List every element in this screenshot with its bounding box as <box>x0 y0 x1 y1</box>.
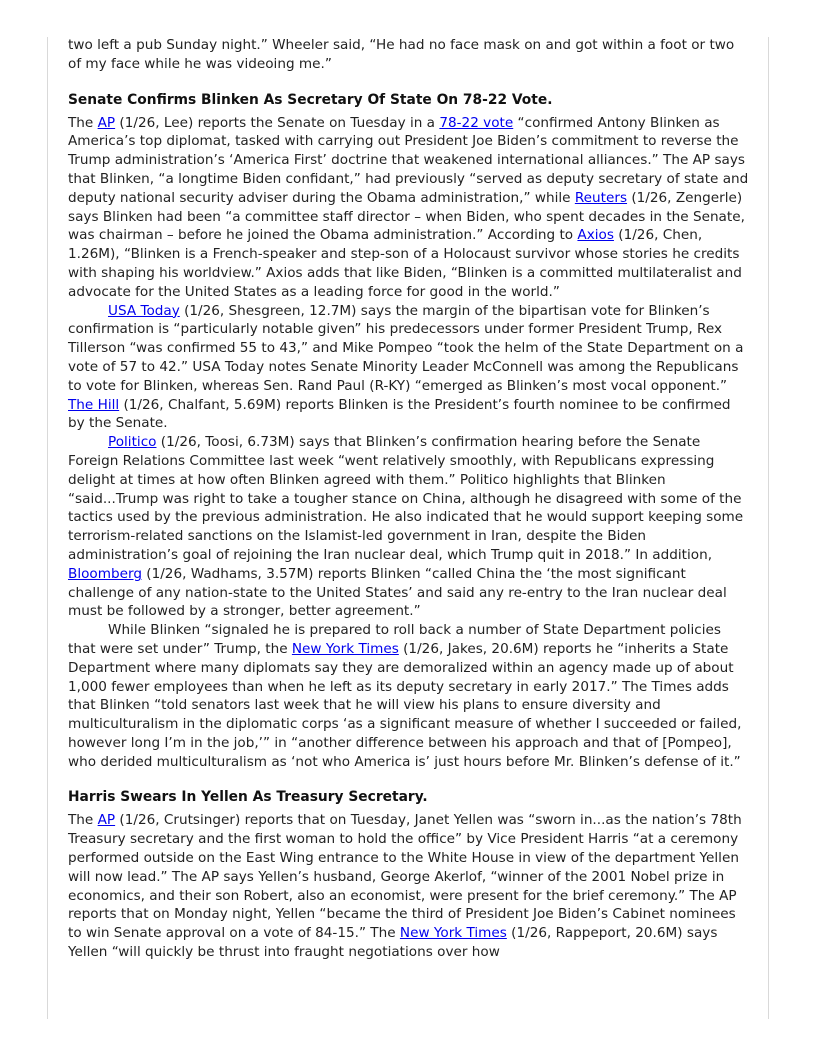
blinken-paragraph-4: While Blinken “signaled he is prepared to roll back a number of State Department policies that were set under” Trump, the New York Times (1/26, Jakes, 20.6M) reports he “inherits a State Department where many diplomats say they are demoralized within an agency made up of about 1,000 fewer employees than when he left as its deputy secretary in early 2017.” The Times adds that Blinken “told senators last week that he will view his plans to ensure diversity and multiculturalism in the diplomatic corps ‘as a significant measure of whether I succeeded or failed, however long I’m in the job,’” in “another difference between his approach and that of [Pompeo], who derided multiculturalism as ‘not who America is’ just hours before Mr. Blinken’s defense of it.” <box>68 622 742 770</box>
link-78-22-vote[interactable]: 78-22 vote <box>439 114 514 131</box>
yellen-paragraph-1: The AP (1/26, Crutsinger) reports that on Tuesday, Janet Yellen was “sworn in...as the nation’s 78th Treasury secretary and the first woman to hold the office” by Vice President Harris “at a ceremony performed outside on the East Wing entrance to the White House in view of the department Yellen will now lead.” The AP says Yellen’s husband, George Akerlof, “winner of the 2001 Nobel prize in economics, and their son Robert, also an economist, were present for the brief ceremony.” The AP reports that on Monday night, Yellen “became the third of President Joe Biden’s Cabinet nominees to win Senate approval on a vote of 84-15.” The New York Times (1/26, Rappeport, 20.6M) says Yellen “will quickly be thrust into fraught negotiations over how <box>68 812 742 961</box>
yellen-heading: Harris Swears In Yellen As Treasury Secretary. <box>68 789 428 806</box>
page-border-left <box>47 37 48 1019</box>
link-reuters[interactable]: Reuters <box>574 189 628 206</box>
link-bloomberg[interactable]: Bloomberg <box>68 565 142 582</box>
link-ap[interactable]: AP <box>97 114 116 131</box>
link-new-york-times[interactable]: New York Times <box>399 925 507 942</box>
intro-paragraph: two left a pub Sunday night.” Wheeler said, “He had no face mask on and got within a foot or two of my face while he was videoing me.” <box>68 37 735 72</box>
blinken-paragraph-3: Politico (1/26, Toosi, 6.73M) says that Blinken’s confirmation hearing before the Senate Foreign Relations Committee last week “went relatively smoothly, with Republicans expressing delight at times at how often Blinken agreed with them.” Politico highlights that Blinken “said...Trump was right to take a tougher stance on China, although he disagreed with some of the tactics used by the previous administration. He also indicated that he would support keeping some terrorism-related sanctions on the Islamist-led government in Iran, despite the Biden administration’s goal of rejoining the Iran nuclear deal, which Trump quit in 2018.” In addition, Bloomberg (1/26, Wadhams, 3.57M) reports Blinken “called China the ‘the most significant challenge of any nation-state to the United States’ and said any re-entry to the Iran nuclear deal must be followed by a stronger, better agreement.” <box>68 434 744 620</box>
page-border-right <box>768 37 769 1019</box>
link-ap[interactable]: AP <box>97 812 116 829</box>
link-politico[interactable]: Politico <box>108 434 157 451</box>
link-the-hill[interactable]: The Hill <box>68 396 120 413</box>
blinken-paragraph-2: USA Today (1/26, Shesgreen, 12.7M) says the margin of the bipartisan vote for Blinken’s confirmation is “particularly notable given” his predecessors under former President Trump, Rex Tillerson “was confirmed 55 to 43,” and Mike Pompeo “took the helm of the State Department on a vote of 57 to 42.” USA Today notes Senate Minority Leader McConnell was among the Republicans to vote for Blinken, whereas Sen. Rand Paul (R-KY) “emerged as Blinken’s most vocal opponent.” The Hill (1/26, Chalfant, 5.69M) reports Blinken is the President’s fourth nominee to be confirmed by the Senate. <box>68 302 744 432</box>
blinken-paragraph-1: The AP (1/26, Lee) reports the Senate on Tuesday in a 78-22 vote “confirmed Antony Blinken as America’s top diplomat, tasked with carrying out President Joe Biden’s commitment to reverse the Trump administration’s ‘America First’ doctrine that weakened international alliances.” The AP says that Blinken, “a longtime Biden confidant,” had previously “served as deputy secretary of state and deputy national security adviser during the Obama administration,” while Reuters (1/26, Zengerle) says Blinken had been “a committee staff director – when Biden, who spent decades in the Senate, was chairman – before he joined the Obama administration.” According to Axios (1/26, Chen, 1.26M), “Blinken is a French-speaker and step-son of a Holocaust survivor whose stories he credits with shaping his worldview.” Axios adds that like Biden, “Blinken is a committed multilateralist and advocate for the United States as a leading force for good in the world.” <box>68 114 749 300</box>
document-page <box>68 36 750 962</box>
blinken-heading: Senate Confirms Blinken As Secretary Of State On 78-22 Vote. <box>68 91 553 108</box>
link-new-york-times[interactable]: New York Times <box>291 640 399 657</box>
link-axios[interactable]: Axios <box>577 227 614 244</box>
link-usa-today[interactable]: USA Today <box>108 302 180 319</box>
